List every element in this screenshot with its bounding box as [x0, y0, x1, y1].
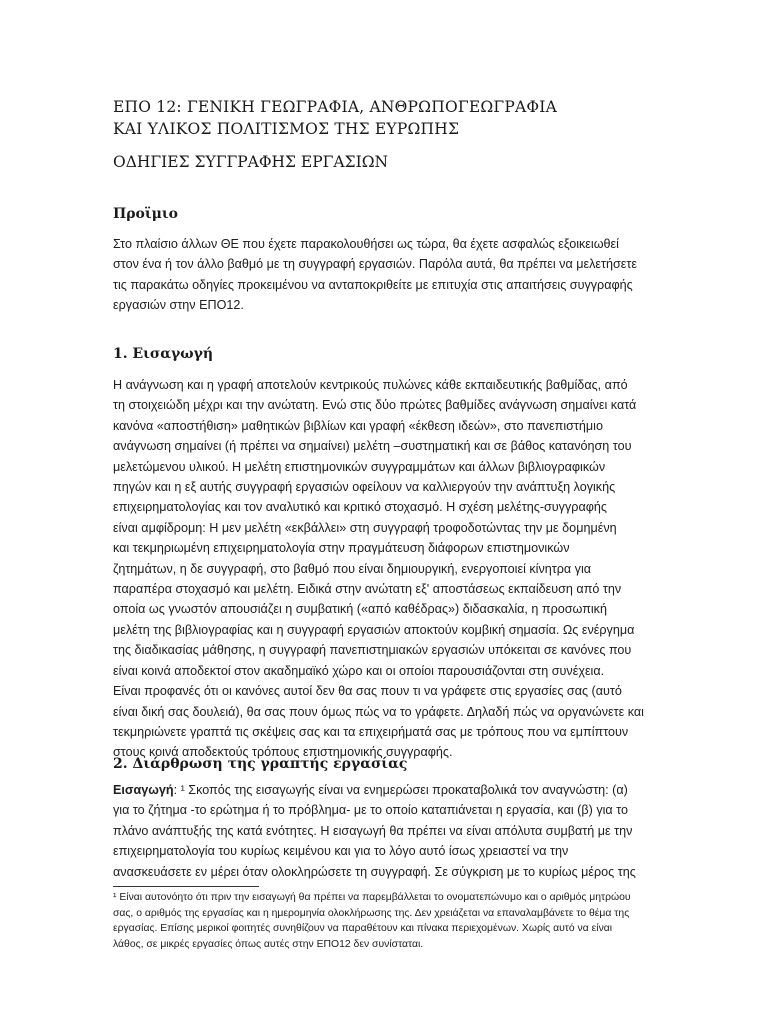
text-line [113, 780, 668, 800]
prologue-paragraph [113, 234, 668, 316]
text-line: τη στοιχειώδη μέχρι και την ανώτατη. Ενώ στις δύο πρώτες βαθμίδες ανάγνωση σημαίνει κατά [113, 398, 637, 413]
text-line: Είναι προφανές ότι οι κανόνες αυτοί δεν θα σας πουν τι να γράφετε στις εργασίες σας (αυτό [113, 684, 622, 699]
text-line: στον ένα ή τον άλλο βαθμό με τη συγγραφή εργασιών. Παρόλα αυτά, θα πρέπει να μελετήσετε [113, 257, 637, 272]
footnote [113, 890, 668, 952]
document-title-line-1: ΕΠΟ 12: ΓΕΝΙΚΗ ΓΕΩΓΡΑΦΙΑ, ΑΝΘΡΩΠΟΓΕΩΓΡΑΦΙΑ [113, 98, 557, 116]
text-line: κανόνα «αποστήθιση» μαθητικών βιβλίων και γραφή «έκθεση ιδεών», στο πανεπιστήμιο [113, 418, 603, 433]
text-line: Η ανάγνωση και η γραφή αποτελούν κεντρικούς πυλώνες κάθε εκπαιδευτικής βαθμίδας, από [113, 378, 628, 392]
lead-text: : ¹ Σκοπός της εισαγωγής είναι να ενημερώσει προκαταβολικά τον αναγνώστη: (α) [173, 783, 628, 797]
footnote-divider [113, 886, 259, 887]
footnote-line: λάθος, σε μικρές εργασίες όπως αυτές στην ΕΠΟ12 δεν συνίσταται. [113, 938, 424, 950]
footnote-line: ¹ Είναι αυτονόητο ότι πριν την εισαγωγή θα πρέπει να παρεμβάλλεται το ονοματεπώνυμο και ο αριθμός μητρώου [113, 892, 631, 903]
document-title-line-2: ΚΑΙ ΥΛΙΚΟΣ ΠΟΛΙΤΙΣΜΟΣ ΤΗΣ ΕΥΡΩΠΗΣ [113, 120, 460, 138]
text-line: είναι αμφίδρομη: Η μεν μελέτη «εκβάλλει» στη συγγραφή τροφοδοτώντας την με δομημένη [113, 520, 617, 535]
text-line: πηγών και η εξ αυτής συγγραφή εργασιών οφείλουν να καλλιεργούν την ανάπτυξη λογικής [113, 480, 616, 495]
text-line: ζητημάτων, η δε συγγραφή, στο βαθμό που είναι δημιουργική, ενεργοποιεί κίνητρα για [113, 561, 592, 576]
text-line: και τεκμηριωμένη επιχειρηματολογία στην πραγμάτευση διάφορων επιστημονικών [113, 541, 570, 556]
footnote-line: εργασίας. Επίσης μερικοί φοιτητές συνηθίζουν να παραθέτουν και πίνακα περιεχομένων. Χωρίς αυτό να είναι [113, 923, 613, 935]
footnote-line: σας, ο αριθμός της εργασίας και η ημερομηνία ολοκλήρωσης της. Δεν χρειάζεται να επαναλαμβάνετε το θέμα της [113, 907, 630, 919]
text-line: είναι κοινά αποδεκτοί στον ακαδημαϊκό χώρο και οι οποίοι παρουσιάζονται στη συνέχεια. [113, 663, 605, 678]
prologue-heading: Προϊμιο [113, 206, 179, 222]
text-line: τεκμηριώνετε γραπτά τις σκέψεις σας και τα επιχειρήματά σας με τρόπους που να εμπίπτουν [113, 724, 629, 739]
text-line: μελέτη της βιβλιογραφίας και η συγγραφή εργασιών αποκτούν κομβική σημασία. Ως ενέργημα [113, 622, 635, 637]
text-line: Στο πλαίσιο άλλων ΘΕ που έχετε παρακολουθήσει ως τώρα, θα έχετε ασφαλώς εξοικειωθεί [113, 237, 619, 251]
section-1-heading: 1. Εισαγωγή [113, 346, 214, 362]
section-1-paragraph [113, 375, 668, 763]
text-line: οποία ως γνωστόν απουσιάζει η συμβατική («από καθέδρας») διδασκαλία, η προσωπική [113, 602, 607, 617]
lead-label: Εισαγωγή [113, 783, 174, 797]
text-line: ανάγνωση σημαίνει (ή πρέπει να σημαίνει) μελέτη –συστηματική και σε βάθος κατανόηση του [113, 439, 632, 454]
section-2-paragraph [113, 780, 668, 882]
text-line: εργασιών στην ΕΠΟ12. [113, 298, 244, 313]
text-line: για το ζήτημα -το ερώτημα ή το πρόβλημα- με το οποίο καταπιάνεται η εργασία, και (β) για το [113, 803, 628, 818]
section-2-heading: 2. Διάρθρωση της γραπτής εργασίας [113, 756, 408, 772]
text-line: πλάνο ανάπτυξής της κατά ενότητες. Η εισαγωγή θα πρέπει να είναι απόλυτα συμβατή με την [113, 823, 633, 838]
document-subtitle: ΟΔΗΓΙΕΣ ΣΥΓΓΡΑΦΗΣ ΕΡΓΑΣΙΩΝ [113, 153, 389, 171]
text-line: τις παρακάτω οδηγίες προκειμένου να ανταποκριθείτε με επιτυχία στις απαιτήσεις συγγραφής [113, 277, 633, 292]
text-line: παραπέρα στοχασμό και μελέτη. Ειδικά στην ανώτατη εξ' αποστάσεως εκπαίδευση από την [113, 582, 622, 597]
text-line: είναι δική σας δουλειά), θα σας πουν όμως πώς να το γράφετε. Δηλαδή πώς να οργανώνετε και [113, 704, 644, 719]
text-line: ανασκευάσετε εν μέρει όταν ολοκληρώσετε τη συγγραφή. Σε σύγκριση με το κυρίως μέρος της [113, 864, 636, 879]
text-line: επιχειρηματολογίας και τον αναλυτικό και κριτικό στοχασμό. Η σχέση μελέτης-συγγραφής [113, 500, 607, 515]
text-line: επιχειρηματολογία του κυρίως κειμένου και για το λόγο αυτό ίσως χρειαστεί να την [113, 844, 569, 859]
text-line: στους κοινά αποδεκτούς τρόπους επιστημονικής συγγραφής. [113, 745, 453, 760]
document-header [113, 96, 673, 140]
text-line: μελετώμενου υλικού. Η μελέτη επιστημονικών συγγραμμάτων και άλλων βιβλιογραφικών [113, 459, 606, 474]
text-line: της διαδικασίας μάθησης, η συγγραφή πανεπιστημιακών εργασιών υπόκειται σε κανόνες που [113, 643, 632, 658]
